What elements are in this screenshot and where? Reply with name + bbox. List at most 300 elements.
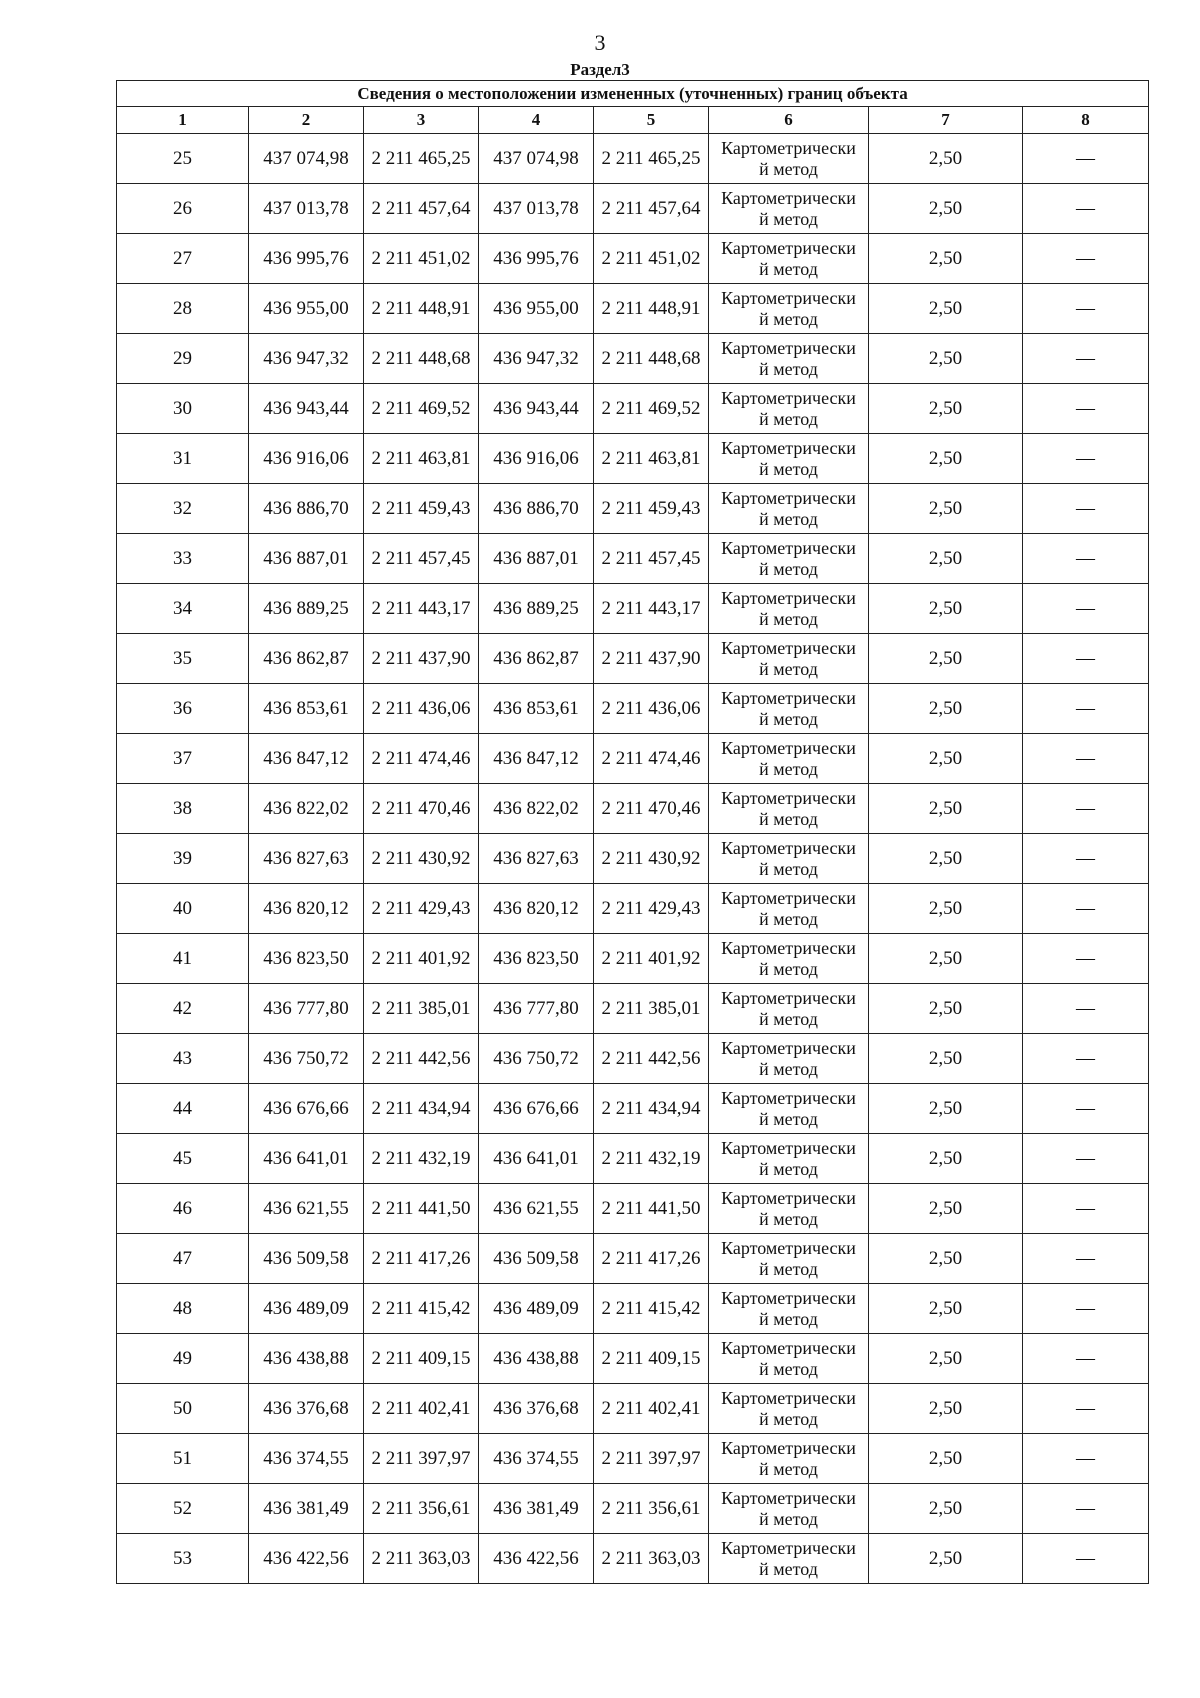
method-cell bbox=[709, 1284, 869, 1334]
y-existing-cell: 2 211 363,03 bbox=[364, 1534, 479, 1584]
y-existing-cell: 2 211 436,06 bbox=[364, 684, 479, 734]
y-existing-cell: 2 211 457,64 bbox=[364, 184, 479, 234]
method-cell bbox=[709, 1184, 869, 1234]
y-new-cell: 2 211 356,61 bbox=[594, 1484, 709, 1534]
method-line-2: й метод bbox=[759, 1408, 818, 1429]
method-cell bbox=[709, 884, 869, 934]
y-new-cell: 2 211 463,81 bbox=[594, 434, 709, 484]
method-cell bbox=[709, 734, 869, 784]
description-cell: — bbox=[1023, 834, 1149, 884]
table-row bbox=[117, 584, 1149, 634]
x-new-cell: 436 822,02 bbox=[479, 784, 594, 834]
point-number-cell: 27 bbox=[117, 234, 249, 284]
description-cell: — bbox=[1023, 1384, 1149, 1434]
x-new-cell: 436 374,55 bbox=[479, 1434, 594, 1484]
description-cell: — bbox=[1023, 1034, 1149, 1084]
y-new-cell: 2 211 459,43 bbox=[594, 484, 709, 534]
description-cell: — bbox=[1023, 1334, 1149, 1384]
x-existing-cell: 436 916,06 bbox=[249, 434, 364, 484]
point-number-cell: 41 bbox=[117, 934, 249, 984]
method-line-1: Картометрически bbox=[721, 937, 856, 958]
point-number-cell: 33 bbox=[117, 534, 249, 584]
point-number-cell: 29 bbox=[117, 334, 249, 384]
point-number-cell: 32 bbox=[117, 484, 249, 534]
point-number-cell: 30 bbox=[117, 384, 249, 434]
column-number: 1 bbox=[117, 107, 249, 134]
method-cell bbox=[709, 1234, 869, 1284]
y-existing-cell: 2 211 465,25 bbox=[364, 134, 479, 184]
table-row bbox=[117, 134, 1149, 184]
method-cell bbox=[709, 1334, 869, 1384]
method-cell bbox=[709, 584, 869, 634]
x-existing-cell: 436 621,55 bbox=[249, 1184, 364, 1234]
column-number: 2 bbox=[249, 107, 364, 134]
accuracy-cell: 2,50 bbox=[869, 634, 1023, 684]
x-new-cell: 436 676,66 bbox=[479, 1084, 594, 1134]
point-number-cell: 45 bbox=[117, 1134, 249, 1184]
y-existing-cell: 2 211 397,97 bbox=[364, 1434, 479, 1484]
y-new-cell: 2 211 401,92 bbox=[594, 934, 709, 984]
x-existing-cell: 436 750,72 bbox=[249, 1034, 364, 1084]
point-number-cell: 40 bbox=[117, 884, 249, 934]
accuracy-cell: 2,50 bbox=[869, 1234, 1023, 1284]
y-new-cell: 2 211 474,46 bbox=[594, 734, 709, 784]
x-new-cell: 436 853,61 bbox=[479, 684, 594, 734]
x-new-cell: 436 422,56 bbox=[479, 1534, 594, 1584]
method-line-1: Картометрически bbox=[721, 1237, 856, 1258]
method-line-1: Картометрически bbox=[721, 137, 856, 158]
point-number-cell: 48 bbox=[117, 1284, 249, 1334]
accuracy-cell: 2,50 bbox=[869, 1484, 1023, 1534]
page-number: 3 bbox=[594, 30, 606, 55]
method-line-1: Картометрически bbox=[721, 1287, 856, 1308]
accuracy-cell: 2,50 bbox=[869, 1034, 1023, 1084]
method-line-1: Картометрически bbox=[721, 537, 856, 558]
x-new-cell: 436 750,72 bbox=[479, 1034, 594, 1084]
y-new-cell: 2 211 451,02 bbox=[594, 234, 709, 284]
method-line-2: й метод bbox=[759, 858, 818, 879]
accuracy-cell: 2,50 bbox=[869, 1334, 1023, 1384]
description-cell: — bbox=[1023, 134, 1149, 184]
method-line-1: Картометрически bbox=[721, 1487, 856, 1508]
method-line-1: Картометрически bbox=[721, 187, 856, 208]
table-row bbox=[117, 1184, 1149, 1234]
table-row bbox=[117, 1284, 1149, 1334]
accuracy-cell: 2,50 bbox=[869, 1384, 1023, 1434]
point-number-cell: 52 bbox=[117, 1484, 249, 1534]
method-cell bbox=[709, 534, 869, 584]
y-existing-cell: 2 211 459,43 bbox=[364, 484, 479, 534]
x-existing-cell: 436 947,32 bbox=[249, 334, 364, 384]
y-existing-cell: 2 211 442,56 bbox=[364, 1034, 479, 1084]
y-existing-cell: 2 211 448,68 bbox=[364, 334, 479, 384]
table-row bbox=[117, 334, 1149, 384]
accuracy-cell: 2,50 bbox=[869, 1134, 1023, 1184]
method-line-1: Картометрически bbox=[721, 1137, 856, 1158]
point-number-cell: 44 bbox=[117, 1084, 249, 1134]
accuracy-cell: 2,50 bbox=[869, 334, 1023, 384]
y-existing-cell: 2 211 474,46 bbox=[364, 734, 479, 784]
method-line-2: й метод bbox=[759, 1008, 818, 1029]
x-existing-cell: 436 381,49 bbox=[249, 1484, 364, 1534]
point-number-cell: 39 bbox=[117, 834, 249, 884]
y-existing-cell: 2 211 402,41 bbox=[364, 1384, 479, 1434]
x-existing-cell: 436 777,80 bbox=[249, 984, 364, 1034]
method-cell bbox=[709, 384, 869, 434]
x-existing-cell: 436 438,88 bbox=[249, 1334, 364, 1384]
column-number: 7 bbox=[869, 107, 1023, 134]
y-existing-cell: 2 211 415,42 bbox=[364, 1284, 479, 1334]
description-cell: — bbox=[1023, 784, 1149, 834]
y-existing-cell: 2 211 463,81 bbox=[364, 434, 479, 484]
method-line-2: й метод bbox=[759, 508, 818, 529]
x-existing-cell: 436 943,44 bbox=[249, 384, 364, 434]
description-cell: — bbox=[1023, 434, 1149, 484]
x-new-cell: 436 862,87 bbox=[479, 634, 594, 684]
table-row bbox=[117, 834, 1149, 884]
method-line-1: Картометрически bbox=[721, 1437, 856, 1458]
method-line-2: й метод bbox=[759, 208, 818, 229]
y-new-cell: 2 211 469,52 bbox=[594, 384, 709, 434]
method-cell bbox=[709, 1384, 869, 1434]
y-existing-cell: 2 211 429,43 bbox=[364, 884, 479, 934]
method-line-2: й метод bbox=[759, 308, 818, 329]
accuracy-cell: 2,50 bbox=[869, 1434, 1023, 1484]
method-cell bbox=[709, 634, 869, 684]
description-cell: — bbox=[1023, 1434, 1149, 1484]
method-cell bbox=[709, 134, 869, 184]
point-number-cell: 34 bbox=[117, 584, 249, 634]
accuracy-cell: 2,50 bbox=[869, 284, 1023, 334]
method-line-1: Картометрически bbox=[721, 1537, 856, 1558]
x-existing-cell: 436 827,63 bbox=[249, 834, 364, 884]
x-new-cell: 436 887,01 bbox=[479, 534, 594, 584]
y-existing-cell: 2 211 385,01 bbox=[364, 984, 479, 1034]
method-cell bbox=[709, 684, 869, 734]
method-line-2: й метод bbox=[759, 1358, 818, 1379]
x-existing-cell: 436 995,76 bbox=[249, 234, 364, 284]
y-new-cell: 2 211 434,94 bbox=[594, 1084, 709, 1134]
method-cell bbox=[709, 484, 869, 534]
point-number-cell: 42 bbox=[117, 984, 249, 1034]
x-existing-cell: 436 376,68 bbox=[249, 1384, 364, 1434]
y-new-cell: 2 211 429,43 bbox=[594, 884, 709, 934]
method-cell bbox=[709, 1484, 869, 1534]
x-new-cell: 436 955,00 bbox=[479, 284, 594, 334]
y-existing-cell: 2 211 470,46 bbox=[364, 784, 479, 834]
y-new-cell: 2 211 436,06 bbox=[594, 684, 709, 734]
column-number: 8 bbox=[1023, 107, 1149, 134]
table-body bbox=[117, 134, 1149, 1584]
y-existing-cell: 2 211 432,19 bbox=[364, 1134, 479, 1184]
point-number-cell: 36 bbox=[117, 684, 249, 734]
table-row bbox=[117, 984, 1149, 1034]
table-row bbox=[117, 1334, 1149, 1384]
x-existing-cell: 436 374,55 bbox=[249, 1434, 364, 1484]
point-number-cell: 38 bbox=[117, 784, 249, 834]
table-row bbox=[117, 184, 1149, 234]
description-cell: — bbox=[1023, 584, 1149, 634]
table-row bbox=[117, 684, 1149, 734]
point-number-cell: 25 bbox=[117, 134, 249, 184]
x-existing-cell: 436 820,12 bbox=[249, 884, 364, 934]
method-line-2: й метод bbox=[759, 1058, 818, 1079]
x-existing-cell: 436 641,01 bbox=[249, 1134, 364, 1184]
method-cell bbox=[709, 234, 869, 284]
y-new-cell: 2 211 430,92 bbox=[594, 834, 709, 884]
y-existing-cell: 2 211 430,92 bbox=[364, 834, 479, 884]
method-line-1: Картометрически bbox=[721, 237, 856, 258]
y-existing-cell: 2 211 451,02 bbox=[364, 234, 479, 284]
accuracy-cell: 2,50 bbox=[869, 434, 1023, 484]
method-cell bbox=[709, 1134, 869, 1184]
x-new-cell: 436 820,12 bbox=[479, 884, 594, 934]
method-cell bbox=[709, 834, 869, 884]
accuracy-cell: 2,50 bbox=[869, 1534, 1023, 1584]
method-line-1: Картометрически bbox=[721, 1037, 856, 1058]
y-new-cell: 2 211 397,97 bbox=[594, 1434, 709, 1484]
method-line-2: й метод bbox=[759, 358, 818, 379]
x-new-cell: 436 641,01 bbox=[479, 1134, 594, 1184]
x-new-cell: 436 916,06 bbox=[479, 434, 594, 484]
x-new-cell: 436 381,49 bbox=[479, 1484, 594, 1534]
x-existing-cell: 436 847,12 bbox=[249, 734, 364, 784]
table-row bbox=[117, 884, 1149, 934]
method-cell bbox=[709, 184, 869, 234]
x-existing-cell: 437 074,98 bbox=[249, 134, 364, 184]
y-existing-cell: 2 211 441,50 bbox=[364, 1184, 479, 1234]
x-existing-cell: 436 422,56 bbox=[249, 1534, 364, 1584]
section-title: Раздел3 bbox=[570, 60, 630, 79]
x-new-cell: 436 621,55 bbox=[479, 1184, 594, 1234]
point-number-cell: 28 bbox=[117, 284, 249, 334]
x-new-cell: 436 827,63 bbox=[479, 834, 594, 884]
accuracy-cell: 2,50 bbox=[869, 1184, 1023, 1234]
description-cell: — bbox=[1023, 534, 1149, 584]
accuracy-cell: 2,50 bbox=[869, 884, 1023, 934]
y-existing-cell: 2 211 401,92 bbox=[364, 934, 479, 984]
x-existing-cell: 436 955,00 bbox=[249, 284, 364, 334]
description-cell: — bbox=[1023, 984, 1149, 1034]
accuracy-cell: 2,50 bbox=[869, 784, 1023, 834]
table-row bbox=[117, 234, 1149, 284]
point-number-cell: 31 bbox=[117, 434, 249, 484]
x-existing-cell: 436 489,09 bbox=[249, 1284, 364, 1334]
x-new-cell: 436 847,12 bbox=[479, 734, 594, 784]
y-existing-cell: 2 211 437,90 bbox=[364, 634, 479, 684]
table-row bbox=[117, 734, 1149, 784]
y-existing-cell: 2 211 356,61 bbox=[364, 1484, 479, 1534]
x-new-cell: 436 777,80 bbox=[479, 984, 594, 1034]
x-existing-cell: 436 676,66 bbox=[249, 1084, 364, 1134]
table-row bbox=[117, 1034, 1149, 1084]
accuracy-cell: 2,50 bbox=[869, 934, 1023, 984]
description-cell: — bbox=[1023, 1184, 1149, 1234]
method-line-2: й метод bbox=[759, 958, 818, 979]
y-existing-cell: 2 211 409,15 bbox=[364, 1334, 479, 1384]
table-row bbox=[117, 534, 1149, 584]
method-line-2: й метод bbox=[759, 408, 818, 429]
method-line-1: Картометрически bbox=[721, 487, 856, 508]
method-line-2: й метод bbox=[759, 258, 818, 279]
method-cell bbox=[709, 784, 869, 834]
y-new-cell: 2 211 448,91 bbox=[594, 284, 709, 334]
method-line-2: й метод bbox=[759, 1458, 818, 1479]
method-cell bbox=[709, 1434, 869, 1484]
y-new-cell: 2 211 441,50 bbox=[594, 1184, 709, 1234]
table-row bbox=[117, 1234, 1149, 1284]
description-cell: — bbox=[1023, 484, 1149, 534]
method-line-2: й метод bbox=[759, 1258, 818, 1279]
table-row bbox=[117, 1434, 1149, 1484]
point-number-cell: 51 bbox=[117, 1434, 249, 1484]
method-line-1: Картометрически bbox=[721, 837, 856, 858]
table-row bbox=[117, 1534, 1149, 1584]
y-existing-cell: 2 211 448,91 bbox=[364, 284, 479, 334]
x-new-cell: 436 376,68 bbox=[479, 1384, 594, 1434]
description-cell: — bbox=[1023, 184, 1149, 234]
method-line-1: Картометрически bbox=[721, 437, 856, 458]
table-row bbox=[117, 934, 1149, 984]
x-existing-cell: 436 889,25 bbox=[249, 584, 364, 634]
method-line-2: й метод bbox=[759, 708, 818, 729]
y-existing-cell: 2 211 469,52 bbox=[364, 384, 479, 434]
x-existing-cell: 437 013,78 bbox=[249, 184, 364, 234]
method-cell bbox=[709, 1034, 869, 1084]
method-line-2: й метод bbox=[759, 1158, 818, 1179]
method-line-2: й метод bbox=[759, 458, 818, 479]
method-cell bbox=[709, 934, 869, 984]
method-line-2: й метод bbox=[759, 1108, 818, 1129]
accuracy-cell: 2,50 bbox=[869, 534, 1023, 584]
x-new-cell: 436 823,50 bbox=[479, 934, 594, 984]
description-cell: — bbox=[1023, 934, 1149, 984]
x-existing-cell: 436 509,58 bbox=[249, 1234, 364, 1284]
x-new-cell: 437 013,78 bbox=[479, 184, 594, 234]
description-cell: — bbox=[1023, 684, 1149, 734]
table-row bbox=[117, 784, 1149, 834]
accuracy-cell: 2,50 bbox=[869, 834, 1023, 884]
method-line-1: Картометрически bbox=[721, 687, 856, 708]
method-line-1: Картометрически bbox=[721, 337, 856, 358]
method-cell bbox=[709, 984, 869, 1034]
method-line-1: Картометрически bbox=[721, 1387, 856, 1408]
column-number: 6 bbox=[709, 107, 869, 134]
y-new-cell: 2 211 437,90 bbox=[594, 634, 709, 684]
y-new-cell: 2 211 432,19 bbox=[594, 1134, 709, 1184]
method-line-2: й метод bbox=[759, 558, 818, 579]
x-new-cell: 436 943,44 bbox=[479, 384, 594, 434]
method-line-1: Картометрически bbox=[721, 1187, 856, 1208]
description-cell: — bbox=[1023, 884, 1149, 934]
method-line-2: й метод bbox=[759, 808, 818, 829]
method-line-2: й метод bbox=[759, 658, 818, 679]
description-cell: — bbox=[1023, 1484, 1149, 1534]
method-line-2: й метод bbox=[759, 908, 818, 929]
method-cell bbox=[709, 284, 869, 334]
y-existing-cell: 2 211 457,45 bbox=[364, 534, 479, 584]
x-existing-cell: 436 862,87 bbox=[249, 634, 364, 684]
table-row bbox=[117, 484, 1149, 534]
description-cell: — bbox=[1023, 284, 1149, 334]
method-line-2: й метод bbox=[759, 1508, 818, 1529]
accuracy-cell: 2,50 bbox=[869, 134, 1023, 184]
description-cell: — bbox=[1023, 334, 1149, 384]
table-row bbox=[117, 284, 1149, 334]
method-cell bbox=[709, 434, 869, 484]
method-line-2: й метод bbox=[759, 1208, 818, 1229]
point-number-cell: 49 bbox=[117, 1334, 249, 1384]
y-new-cell: 2 211 470,46 bbox=[594, 784, 709, 834]
x-existing-cell: 436 822,02 bbox=[249, 784, 364, 834]
x-existing-cell: 436 886,70 bbox=[249, 484, 364, 534]
x-new-cell: 437 074,98 bbox=[479, 134, 594, 184]
accuracy-cell: 2,50 bbox=[869, 734, 1023, 784]
method-line-1: Картометрически bbox=[721, 1087, 856, 1108]
method-line-1: Картометрически bbox=[721, 787, 856, 808]
y-new-cell: 2 211 442,56 bbox=[594, 1034, 709, 1084]
table-row bbox=[117, 384, 1149, 434]
description-cell: — bbox=[1023, 234, 1149, 284]
x-existing-cell: 436 853,61 bbox=[249, 684, 364, 734]
x-new-cell: 436 947,32 bbox=[479, 334, 594, 384]
x-new-cell: 436 889,25 bbox=[479, 584, 594, 634]
x-new-cell: 436 489,09 bbox=[479, 1284, 594, 1334]
method-line-2: й метод bbox=[759, 758, 818, 779]
accuracy-cell: 2,50 bbox=[869, 384, 1023, 434]
table-row bbox=[117, 1134, 1149, 1184]
point-number-cell: 26 bbox=[117, 184, 249, 234]
y-new-cell: 2 211 465,25 bbox=[594, 134, 709, 184]
x-existing-cell: 436 887,01 bbox=[249, 534, 364, 584]
accuracy-cell: 2,50 bbox=[869, 1284, 1023, 1334]
table-row bbox=[117, 434, 1149, 484]
description-cell: — bbox=[1023, 1134, 1149, 1184]
y-new-cell: 2 211 443,17 bbox=[594, 584, 709, 634]
description-cell: — bbox=[1023, 1084, 1149, 1134]
point-number-cell: 47 bbox=[117, 1234, 249, 1284]
accuracy-cell: 2,50 bbox=[869, 1084, 1023, 1134]
x-new-cell: 436 886,70 bbox=[479, 484, 594, 534]
method-line-1: Картометрически bbox=[721, 637, 856, 658]
method-cell bbox=[709, 1534, 869, 1584]
column-number-row bbox=[117, 107, 1149, 134]
y-new-cell: 2 211 385,01 bbox=[594, 984, 709, 1034]
x-existing-cell: 436 823,50 bbox=[249, 934, 364, 984]
boundary-coordinates-table bbox=[116, 80, 1149, 1584]
description-cell: — bbox=[1023, 734, 1149, 784]
accuracy-cell: 2,50 bbox=[869, 984, 1023, 1034]
point-number-cell: 46 bbox=[117, 1184, 249, 1234]
y-new-cell: 2 211 363,03 bbox=[594, 1534, 709, 1584]
y-new-cell: 2 211 457,45 bbox=[594, 534, 709, 584]
method-line-1: Картометрически bbox=[721, 1337, 856, 1358]
table-row bbox=[117, 634, 1149, 684]
x-new-cell: 436 438,88 bbox=[479, 1334, 594, 1384]
y-existing-cell: 2 211 417,26 bbox=[364, 1234, 479, 1284]
point-number-cell: 35 bbox=[117, 634, 249, 684]
description-cell: — bbox=[1023, 1234, 1149, 1284]
method-cell bbox=[709, 1084, 869, 1134]
accuracy-cell: 2,50 bbox=[869, 584, 1023, 634]
method-line-1: Картометрически bbox=[721, 387, 856, 408]
y-new-cell: 2 211 409,15 bbox=[594, 1334, 709, 1384]
description-cell: — bbox=[1023, 1284, 1149, 1334]
y-new-cell: 2 211 448,68 bbox=[594, 334, 709, 384]
column-number: 4 bbox=[479, 107, 594, 134]
description-cell: — bbox=[1023, 634, 1149, 684]
table-row bbox=[117, 1484, 1149, 1534]
